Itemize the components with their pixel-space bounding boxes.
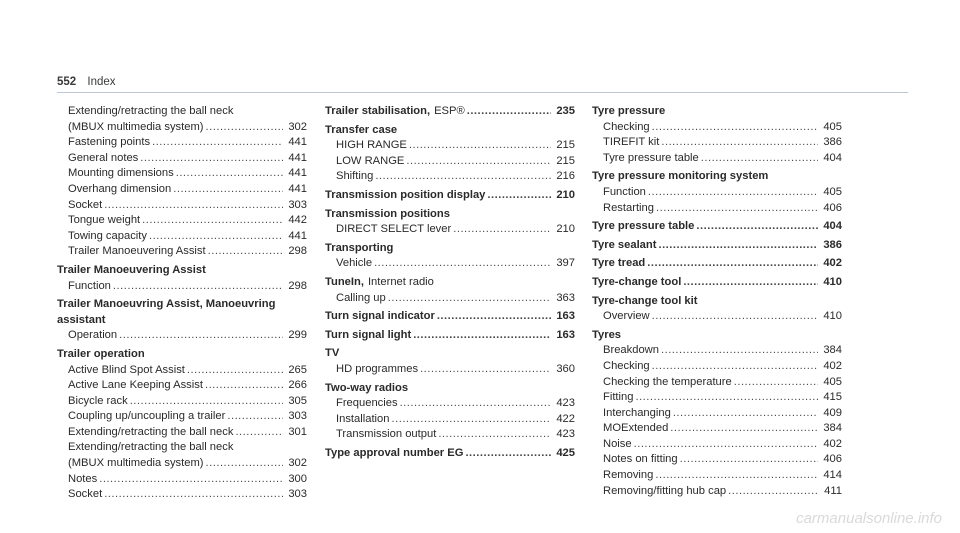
index-subentry — [325, 427, 575, 443]
entry-text: MOExtended — [603, 422, 669, 435]
page-reference[interactable]: 441 — [288, 167, 307, 180]
entry-text: Tyre pressure table — [592, 220, 695, 233]
entry-text: Type approval number EG — [325, 446, 464, 459]
index-subentry — [325, 222, 575, 238]
index-heading — [325, 123, 575, 139]
entry-text: Extending/retracting the ball neck — [68, 441, 234, 454]
page-reference[interactable]: 301 — [288, 425, 307, 438]
entry-text: Function — [68, 279, 111, 292]
page-reference[interactable]: 302 — [288, 120, 307, 133]
dot-leader — [465, 446, 551, 462]
page-reference[interactable]: 406 — [823, 201, 842, 214]
page-reference[interactable]: 163 — [556, 310, 575, 323]
page-reference[interactable]: 441 — [288, 151, 307, 164]
index-heading — [57, 297, 307, 313]
dot-leader — [227, 409, 283, 425]
index-subentry — [592, 185, 842, 201]
index-subentry — [57, 328, 307, 344]
entry-text: Socket — [68, 198, 103, 211]
dot-leader — [453, 222, 551, 238]
entry-text: LOW RANGE — [336, 154, 405, 167]
entry-text: Active Blind Spot Assist — [68, 363, 185, 376]
entry-text: Bicycle rack — [68, 394, 128, 407]
index-subentry — [57, 456, 307, 472]
entry-text: HD programmes — [336, 362, 419, 375]
index-subentry — [57, 440, 307, 456]
page-reference[interactable]: 299 — [288, 329, 307, 342]
entry-text: Overhang dimension — [68, 182, 172, 195]
index-heading — [57, 263, 307, 279]
dot-leader — [652, 359, 818, 375]
dot-leader — [187, 363, 283, 379]
dot-leader — [467, 104, 551, 120]
page-reference[interactable]: 405 — [823, 185, 842, 198]
index-subentry — [57, 394, 307, 410]
entry-text: Tyre tread — [592, 257, 646, 270]
index-heading — [592, 104, 842, 120]
entry-text: Tyre-change tool kit — [592, 294, 698, 307]
page-reference[interactable]: 404 — [823, 220, 842, 233]
entry-text: Notes on fitting — [603, 453, 678, 466]
index-subentry — [325, 169, 575, 185]
entry-text: Trailer Manoeuvering Assist — [68, 245, 206, 258]
page-reference[interactable]: 163 — [556, 328, 575, 341]
entry-text: Checking the temperature — [603, 375, 732, 388]
page-reference[interactable]: 384 — [823, 422, 842, 435]
dot-leader — [409, 138, 551, 154]
dot-leader — [104, 198, 283, 214]
page-reference[interactable]: 305 — [288, 394, 307, 407]
index-subentry — [57, 409, 307, 425]
index-subentry — [325, 362, 575, 378]
dot-leader — [173, 182, 283, 198]
page-reference[interactable]: 441 — [288, 182, 307, 195]
index-subentry — [57, 135, 307, 151]
page-reference[interactable]: 300 — [288, 472, 307, 485]
index-heading — [592, 275, 842, 291]
entry-text: Operation — [68, 329, 118, 342]
dot-leader — [119, 328, 283, 344]
dot-leader — [205, 378, 283, 394]
entry-text: HIGH RANGE — [336, 139, 407, 152]
entry-text: Notes — [68, 472, 98, 485]
index-subentry — [57, 244, 307, 260]
index-subentry — [57, 104, 307, 120]
dot-leader — [176, 166, 283, 182]
entry-text: TuneIn, — [325, 275, 364, 288]
index-column-3 — [592, 104, 842, 499]
index-subentry — [592, 452, 842, 468]
page-reference[interactable]: 405 — [823, 120, 842, 133]
dot-leader — [152, 135, 283, 151]
entry-text: Transfer case — [325, 123, 398, 136]
dot-leader — [683, 275, 818, 291]
page-reference[interactable]: 441 — [288, 229, 307, 242]
dot-leader — [206, 456, 283, 472]
entry-text: Checking — [603, 120, 650, 133]
page-reference[interactable]: 397 — [556, 257, 575, 270]
dot-leader — [661, 343, 818, 359]
index-subentry — [57, 425, 307, 441]
dot-leader — [670, 421, 818, 437]
index-subentry — [592, 406, 842, 422]
page-header — [57, 76, 116, 88]
page-reference[interactable]: 411 — [824, 484, 842, 497]
index-subentry — [325, 412, 575, 428]
entry-text: TV — [325, 347, 340, 360]
dot-leader — [375, 169, 551, 185]
page-reference[interactable]: 215 — [556, 139, 575, 152]
index-subentry — [592, 484, 842, 500]
entry-text: Tyres — [592, 328, 622, 341]
dot-leader — [388, 291, 551, 307]
page-reference[interactable]: 298 — [288, 245, 307, 258]
index-heading — [325, 188, 575, 204]
index-subentry — [57, 182, 307, 198]
dot-leader — [648, 185, 818, 201]
index-subentry — [592, 468, 842, 484]
entry-text: Trailer Manoeuvring Assist, Manoeuvring — [57, 298, 276, 311]
page-reference[interactable]: 303 — [288, 410, 307, 423]
dot-leader — [652, 120, 818, 136]
index-subentry — [592, 375, 842, 391]
index-subentry — [57, 363, 307, 379]
index-subentry — [57, 198, 307, 214]
page-reference[interactable]: 402 — [823, 257, 842, 270]
index-subentry — [57, 151, 307, 167]
index-subentry — [592, 437, 842, 453]
index-heading — [325, 346, 575, 362]
entry-text: Noise — [603, 437, 632, 450]
entry-text: Turn signal indicator — [325, 310, 435, 323]
dot-leader — [130, 394, 283, 410]
page-reference[interactable]: 386 — [823, 238, 842, 251]
entry-text: Calling up — [336, 291, 386, 304]
dot-leader — [734, 375, 818, 391]
entry-text: (MBUX multimedia system) — [68, 457, 204, 470]
index-subentry — [325, 396, 575, 412]
page-reference[interactable]: 442 — [288, 214, 307, 227]
index-heading — [592, 238, 842, 254]
index-subentry — [57, 120, 307, 136]
entry-text: Two-way radios — [325, 381, 409, 394]
entry-text: Tyre pressure monitoring system — [592, 170, 769, 183]
index-subentry — [592, 201, 842, 217]
page-reference[interactable]: 410 — [823, 310, 842, 323]
dot-leader — [413, 328, 551, 344]
page-reference[interactable]: 410 — [823, 275, 842, 288]
page-reference[interactable]: 423 — [556, 397, 575, 410]
entry-text: Vehicle — [336, 257, 373, 270]
index-subentry — [592, 309, 842, 325]
index-heading — [592, 328, 842, 344]
index-subentry — [592, 390, 842, 406]
page-reference[interactable]: 363 — [556, 291, 575, 304]
page-reference[interactable]: 235 — [556, 105, 575, 117]
page-reference[interactable]: 402 — [823, 359, 842, 372]
entry-text: General notes — [68, 151, 139, 164]
entry-text: Transporting — [325, 241, 394, 254]
dot-leader — [400, 396, 551, 412]
index-subentry — [57, 487, 307, 503]
entry-text: Fitting — [603, 391, 634, 404]
index-subentry — [592, 421, 842, 437]
dot-leader — [673, 406, 818, 422]
dot-leader — [140, 151, 283, 167]
index-heading — [325, 207, 575, 223]
page-reference[interactable]: 266 — [288, 379, 307, 392]
entry-text: Fastening points — [68, 136, 151, 149]
dot-leader — [696, 219, 818, 235]
dot-leader — [235, 425, 283, 441]
entry-text: Extending/retracting the ball neck — [68, 105, 234, 117]
index-subentry — [325, 138, 575, 154]
entry-text: Restarting — [603, 201, 654, 214]
header-rule — [57, 92, 908, 93]
index-heading — [325, 275, 575, 291]
index-subentry — [57, 166, 307, 182]
page-reference[interactable]: 210 — [556, 188, 575, 201]
dot-leader — [142, 213, 283, 229]
index-subentry — [325, 256, 575, 272]
entry-text: Extending/retracting the ball neck — [68, 425, 234, 438]
index-heading — [592, 256, 842, 272]
index-column-1 — [57, 104, 307, 503]
dot-leader — [104, 487, 283, 503]
page-reference[interactable]: 425 — [556, 446, 575, 459]
dot-leader — [374, 256, 551, 272]
page-reference[interactable]: 423 — [556, 428, 575, 441]
page-reference[interactable]: 216 — [556, 170, 575, 183]
page-reference[interactable]: 409 — [823, 406, 842, 419]
dot-leader — [113, 279, 283, 295]
entry-text: Overview — [603, 310, 650, 323]
entry-extra: Internet radio — [367, 275, 434, 288]
entry-text: Trailer operation — [57, 347, 145, 360]
entry-text: Tongue weight — [68, 214, 141, 227]
page-reference[interactable]: 210 — [556, 223, 575, 236]
dot-leader — [701, 151, 818, 167]
page-reference[interactable]: 298 — [288, 279, 307, 292]
entry-text: Breakdown — [603, 344, 659, 357]
dot-leader — [658, 238, 818, 254]
page-reference[interactable]: 302 — [288, 457, 307, 470]
entry-text: Function — [603, 185, 646, 198]
entry-text: Active Lane Keeping Assist — [68, 379, 203, 392]
index-subentry — [57, 229, 307, 245]
index-subentry — [57, 378, 307, 394]
entry-text: Transmission output — [336, 428, 437, 441]
page-reference[interactable]: 215 — [556, 154, 575, 167]
index-heading — [325, 381, 575, 397]
index-heading — [325, 104, 575, 120]
entry-text: Trailer stabilisation, — [325, 105, 431, 117]
index-heading — [325, 309, 575, 325]
entry-text: Shifting — [336, 170, 374, 183]
page-reference[interactable]: 406 — [823, 453, 842, 466]
dot-leader — [635, 390, 818, 406]
page-reference[interactable]: 422 — [556, 412, 575, 425]
entry-text: assistant — [57, 313, 106, 326]
dot-leader — [392, 412, 552, 428]
entry-text: TIREFIT kit — [603, 136, 660, 149]
index-subentry — [325, 154, 575, 170]
index-subentry — [325, 291, 575, 307]
dot-leader — [661, 135, 818, 151]
page-reference[interactable]: 384 — [823, 344, 842, 357]
entry-text: Interchanging — [603, 406, 671, 419]
index-heading — [325, 328, 575, 344]
dot-leader — [206, 120, 283, 136]
entry-text: Checking — [603, 359, 650, 372]
page-reference[interactable]: 404 — [823, 151, 842, 164]
dot-leader — [99, 472, 283, 488]
entry-text: Transmission position display — [325, 188, 486, 201]
entry-text: Tyre-change tool — [592, 275, 682, 288]
watermark: carmanualsonline.info — [796, 510, 942, 527]
index-subentry — [592, 151, 842, 167]
page-reference[interactable]: 303 — [288, 198, 307, 211]
index-heading — [325, 446, 575, 462]
index-heading — [57, 313, 307, 329]
dot-leader — [680, 452, 818, 468]
index-subentry — [57, 279, 307, 295]
page-reference[interactable]: 360 — [556, 362, 575, 375]
entry-text: Mounting dimensions — [68, 167, 174, 180]
entry-text: Removing — [603, 469, 654, 482]
index-subentry — [57, 213, 307, 229]
page-reference[interactable]: 402 — [823, 437, 842, 450]
index-subentry — [592, 120, 842, 136]
page-number: 552 — [57, 76, 77, 88]
index-heading — [592, 169, 842, 185]
dot-leader — [208, 244, 283, 260]
entry-text: (MBUX multimedia system) — [68, 120, 204, 133]
page-reference[interactable]: 265 — [288, 363, 307, 376]
dot-leader — [655, 468, 818, 484]
entry-text: Transmission positions — [325, 207, 450, 220]
dot-leader — [438, 427, 551, 443]
dot-leader — [656, 201, 818, 217]
index-heading — [325, 241, 575, 257]
dot-leader — [647, 256, 818, 272]
entry-text: Towing capacity — [68, 229, 147, 242]
dot-leader — [420, 362, 551, 378]
index-column-2 — [325, 104, 575, 461]
entry-text: Frequencies — [336, 397, 398, 410]
page-reference[interactable]: 415 — [823, 391, 842, 404]
dot-leader — [437, 309, 551, 325]
page-reference[interactable]: 386 — [823, 136, 842, 149]
index-heading — [592, 219, 842, 235]
entry-text: Socket — [68, 488, 103, 501]
index-subentry — [57, 472, 307, 488]
entry-text: Removing/fitting hub cap — [603, 484, 727, 497]
index-heading — [592, 294, 842, 310]
dot-leader — [728, 484, 818, 500]
dot-leader — [406, 154, 551, 170]
index-subentry — [592, 359, 842, 375]
index-subentry — [592, 135, 842, 151]
entry-extra: ESP® — [434, 105, 465, 117]
dot-leader — [634, 437, 818, 453]
page-reference[interactable]: 414 — [823, 469, 842, 482]
page-reference[interactable]: 441 — [288, 136, 307, 149]
index-heading — [57, 347, 307, 363]
dot-leader — [652, 309, 818, 325]
entry-text: Coupling up/uncoupling a trailer — [68, 410, 226, 423]
index-subentry — [592, 343, 842, 359]
entry-text: Tyre pressure table — [603, 151, 699, 164]
entry-text: Tyre pressure — [592, 105, 666, 117]
dot-leader — [487, 188, 551, 204]
entry-text: Trailer Manoeuvering Assist — [57, 263, 206, 276]
page-reference[interactable]: 303 — [288, 488, 307, 501]
section-title: Index — [87, 76, 116, 88]
entry-text: Tyre sealant — [592, 238, 657, 251]
page-reference[interactable]: 405 — [823, 375, 842, 388]
entry-text: Turn signal light — [325, 328, 412, 341]
entry-text: DIRECT SELECT lever — [336, 223, 452, 236]
dot-leader — [149, 229, 283, 245]
entry-text: Installation — [336, 412, 390, 425]
